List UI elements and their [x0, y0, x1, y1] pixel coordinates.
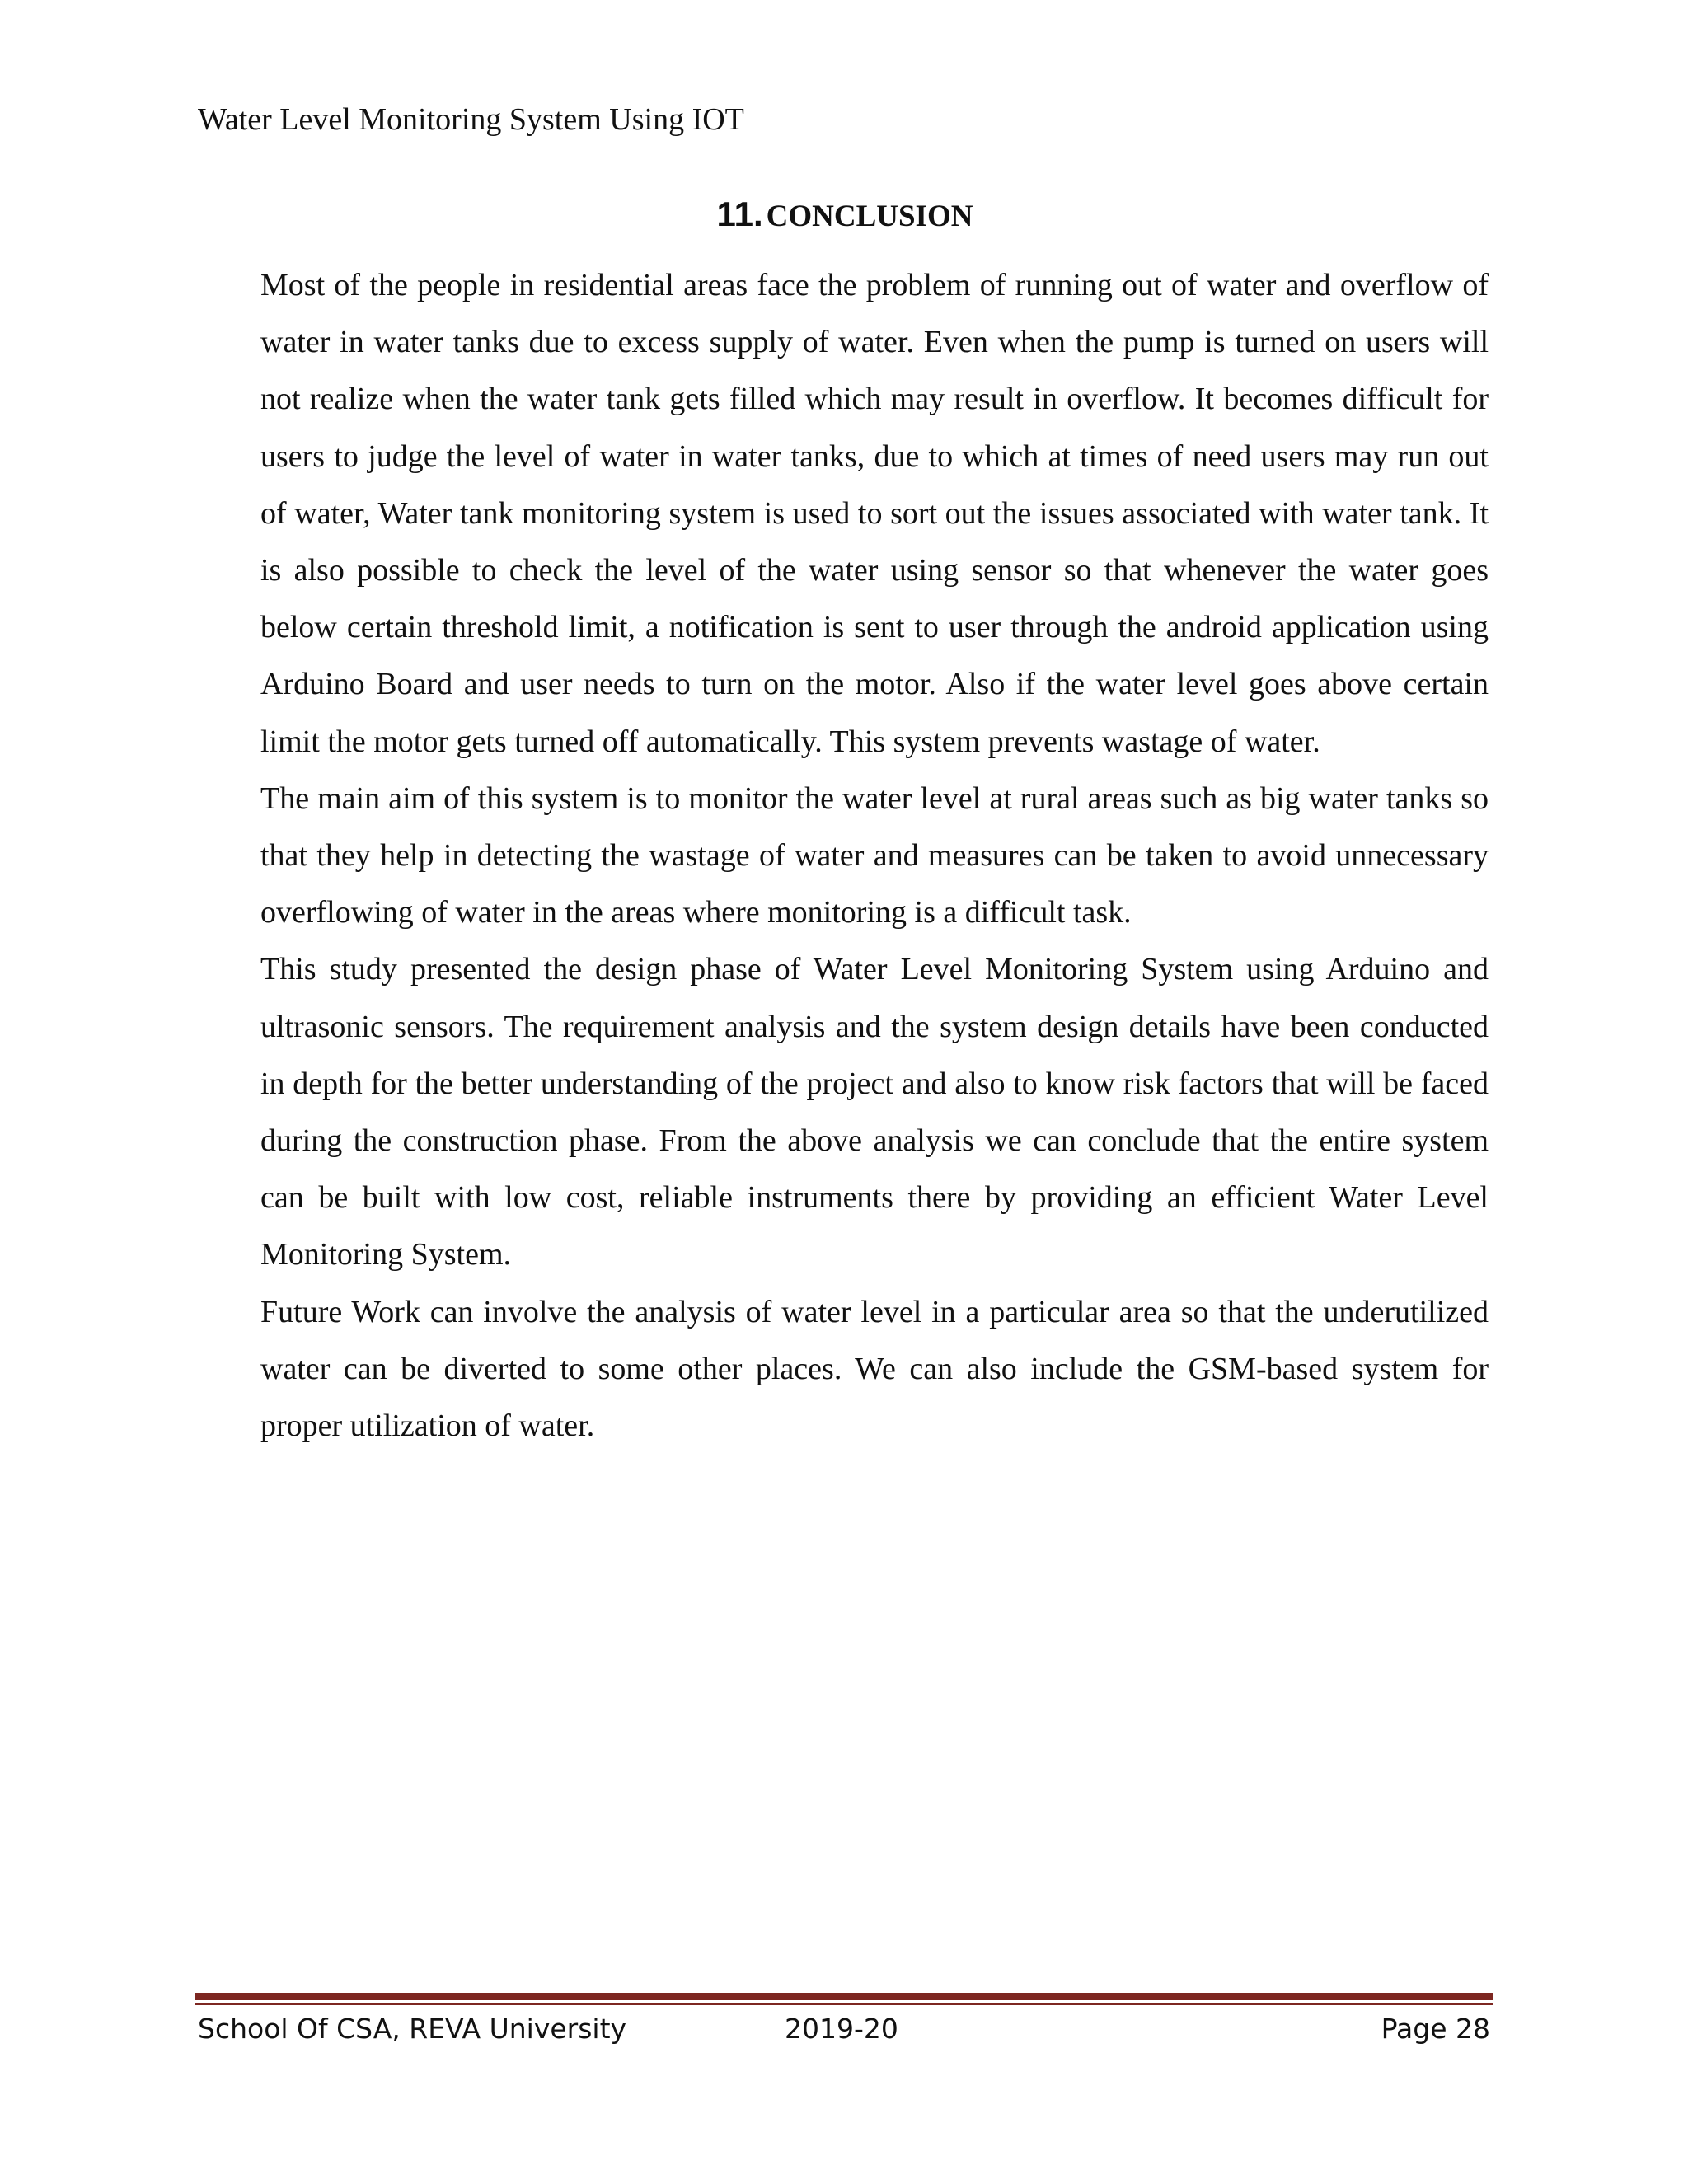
- section-number: 11: [716, 194, 753, 233]
- footer-rule-thick: [195, 1993, 1493, 2000]
- running-header: Water Level Monitoring System Using IOT: [198, 102, 744, 137]
- paragraph-1: Most of the people in residential areas face the problem of running out of water and overflow of water in water tanks due to excess supply of water. Even when the pump is turned on users will not realize when the water tank gets filled which may result in overflow. It becomes difficult for users to judge the level of water in water tanks, due to which at times of need users may run out of water, Water tank monitoring system is used to sort out the issues associated with water tank. It is also possible to check the level of the water using sensor so that whenever the water goes below certain threshold limit, a notification is sent to user through the android application using Arduino Board and user needs to turn on the motor. Also if the water level goes above certain limit the motor gets turned off automatically. This system prevents wastage of water.: [260, 268, 1489, 759]
- footer-institution: School Of CSA, REVA University: [198, 2013, 627, 2045]
- section-number-separator: .: [753, 194, 763, 233]
- page-footer: [198, 2006, 1490, 2052]
- footer-rule-thin: [195, 2003, 1493, 2005]
- footer-year: 2019-20: [785, 2013, 898, 2045]
- footer-page-number: Page 28: [1381, 2013, 1490, 2045]
- paragraph-2: The main aim of this system is to monitor the water level at rural areas such as big water tanks so that they help in detecting the wastage of water and measures can be taken to avoid unnecessary overflowing of water in the areas where monitoring is a difficult task.: [260, 780, 1489, 930]
- paragraph-3: This study presented the design phase of Water Level Monitoring System using Arduino and ultrasonic sensors. The requirement analysis and the system design details have been conducted in depth for the better understanding of the project and also to know risk factors that will be faced during the construction phase. From the above analysis we can conclude that the entire system can be built with low cost, reliable instruments there by providing an efficient Water Level Monitoring System.: [260, 952, 1489, 1272]
- section-title: CONCLUSION: [766, 199, 973, 233]
- paragraph-4: Future Work can involve the analysis of water level in a particular area so that the underutilized water can be diverted to some other places. We can also include the GSM-based system for proper utilization of water.: [260, 1294, 1489, 1444]
- body-text: [260, 257, 1489, 1455]
- section-heading: [198, 194, 1492, 234]
